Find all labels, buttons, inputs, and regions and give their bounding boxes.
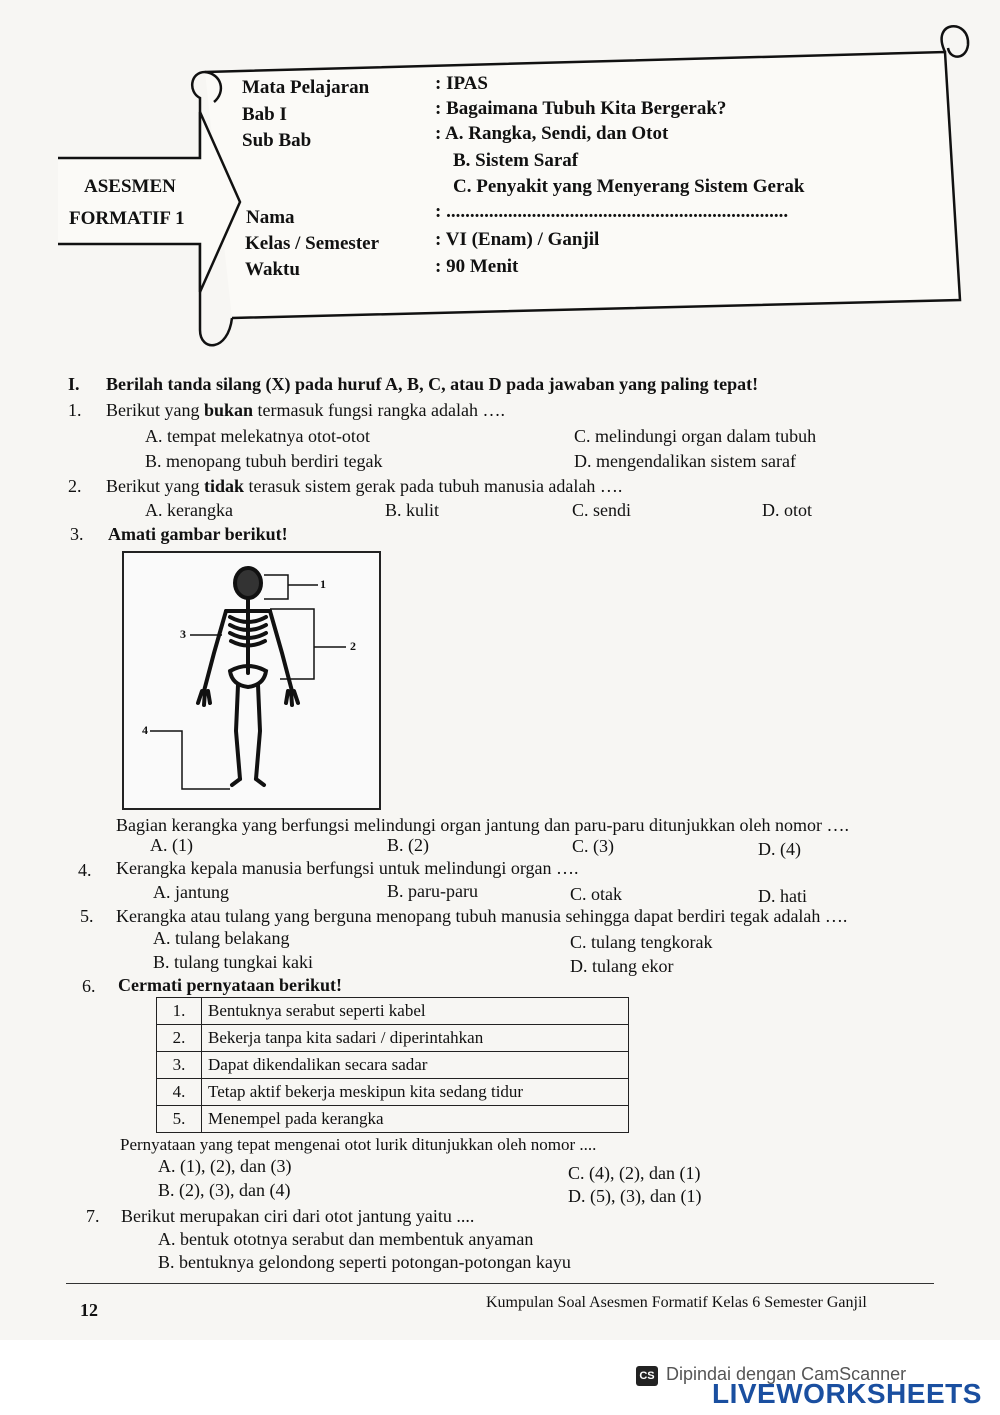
header-value-subject: : IPAS [435, 73, 488, 94]
header-value-chapter: : Bagaimana Tubuh Kita Bergerak? [435, 98, 727, 119]
q4-option-b[interactable]: B. paru-paru [387, 881, 478, 901]
statement-number: 5. [157, 1106, 202, 1133]
q5-number: 5. [80, 906, 94, 926]
q4-option-d[interactable]: D. hati [758, 886, 807, 906]
q7-option-a[interactable]: A. bentuk ototnya serabut dan membentuk anyaman [158, 1229, 534, 1249]
statement-number: 3. [157, 1052, 202, 1079]
statement-row [157, 998, 629, 1025]
statements-table [156, 997, 629, 1133]
camscanner-logo: CS [636, 1366, 658, 1386]
header-label-subject: Mata Pelajaran [242, 77, 370, 98]
badge-line-1: ASESMEN [84, 176, 176, 197]
statement-row [157, 1106, 629, 1133]
liveworksheets-watermark: LIVEWORKSHEETS [712, 1378, 982, 1409]
q4-text: Kerangka kepala manusia berfungsi untuk melindungi organ …. [116, 858, 579, 878]
q1-option-d[interactable]: D. mengendalikan sistem saraf [574, 451, 796, 471]
book-title: Kumpulan Soal Asesmen Formatif Kelas 6 Semester Ganjil [486, 1294, 867, 1311]
header-value-class: : VI (Enam) / Ganjil [435, 229, 600, 250]
header-value-time: : 90 Menit [435, 256, 519, 277]
skeleton-label-1: 1 [320, 577, 326, 591]
q6-option-b[interactable]: B. (2), (3), dan (4) [158, 1180, 291, 1200]
q3-option-a[interactable]: A. (1) [150, 835, 193, 855]
q3-number: 3. [70, 524, 84, 544]
statement-text: Bentuknya serabut seperti kabel [202, 998, 629, 1025]
q6-option-c[interactable]: C. (4), (2), dan (1) [568, 1163, 701, 1183]
statement-row [157, 1079, 629, 1106]
q5-option-d[interactable]: D. tulang ekor [570, 956, 674, 976]
q1-option-b[interactable]: B. menopang tubuh berdiri tegak [145, 451, 383, 471]
statement-number: 4. [157, 1079, 202, 1106]
statement-number: 2. [157, 1025, 202, 1052]
skeleton-label-2: 2 [350, 639, 356, 653]
q7-option-b[interactable]: B. bentuknya gelondong seperti potongan-potongan kayu [158, 1252, 571, 1272]
q3-option-b[interactable]: B. (2) [387, 835, 429, 855]
q3-text: Bagian kerangka yang berfungsi melindungi organ jantung dan paru-paru ditunjukkan oleh nomor …. [116, 815, 849, 835]
q2-option-c[interactable]: C. sendi [572, 500, 632, 520]
q4-option-a[interactable]: A. jantung [153, 882, 229, 902]
skeleton-figure [122, 551, 381, 810]
q1-number: 1. [68, 400, 82, 420]
q5-option-c[interactable]: C. tulang tengkorak [570, 932, 713, 952]
q2-option-a[interactable]: A. kerangka [145, 500, 233, 520]
statement-text: Bekerja tanpa kita sadari / diperintahkan [202, 1025, 629, 1052]
statement-text: Tetap aktif bekerja meskipun kita sedang tidur [202, 1079, 629, 1106]
statement-row [157, 1025, 629, 1052]
q6-option-a[interactable]: A. (1), (2), dan (3) [158, 1156, 292, 1176]
badge-line-2: FORMATIF 1 [69, 208, 185, 229]
q7-number: 7. [86, 1206, 100, 1226]
q1-text: Berikut yang bukan termasuk fungsi rangka adalah …. [106, 400, 505, 420]
header-value-subchapter-c: C. Penyakit yang Menyerang Sistem Gerak [453, 176, 805, 197]
statement-text: Dapat dikendalikan secara sadar [202, 1052, 629, 1079]
q6-intro: Cermati pernyataan berikut! [118, 975, 342, 995]
page-number: 12 [80, 1300, 98, 1320]
name-field[interactable]: : ........................................................................ [435, 201, 789, 222]
header-label-name: Nama [246, 207, 295, 228]
q3-option-c[interactable]: C. (3) [572, 836, 614, 856]
q2-number: 2. [68, 476, 82, 496]
q7-text: Berikut merupakan ciri dari otot jantung yaitu .... [121, 1206, 475, 1226]
q4-number: 4. [78, 860, 92, 880]
q2-option-d[interactable]: D. otot [762, 500, 813, 520]
skeleton-illustration [124, 553, 379, 808]
q3-intro: Amati gambar berikut! [108, 524, 288, 544]
q2-option-b[interactable]: B. kulit [385, 500, 440, 520]
section-number: I. [68, 374, 80, 394]
q6-number: 6. [82, 976, 96, 996]
statement-text: Menempel pada kerangka [202, 1106, 629, 1133]
q2-text: Berikut yang tidak terasuk sistem gerak pada tubuh manusia adalah …. [106, 476, 623, 496]
header-label-subchapter: Sub Bab [242, 130, 312, 151]
q5-text: Kerangka atau tulang yang berguna menopang tubuh manusia sehingga dapat berdiri tegak adalah …. [116, 906, 848, 926]
skeleton-label-4: 4 [142, 723, 148, 737]
header-value-subchapter-a: : A. Rangka, Sendi, dan Otot [435, 123, 669, 144]
q1-option-a[interactable]: A. tempat melekatnya otot-otot [145, 426, 370, 446]
q6-option-d[interactable]: D. (5), (3), dan (1) [568, 1186, 702, 1206]
footer-divider [66, 1283, 934, 1284]
q5-option-b[interactable]: B. tulang tungkai kaki [153, 952, 313, 972]
skeleton-label-3: 3 [180, 627, 186, 641]
q5-option-a[interactable]: A. tulang belakang [153, 928, 290, 948]
camscanner-text: Dipindai dengan CamScanner [666, 1364, 907, 1384]
header-label-time: Waktu [245, 259, 300, 280]
q1-option-c[interactable]: C. melindungi organ dalam tubuh [574, 426, 817, 446]
section-instruction: Berilah tanda silang (X) pada huruf A, B, C, atau D pada jawaban yang paling tepat! [106, 374, 759, 394]
header-value-subchapter-b: B. Sistem Saraf [453, 150, 579, 171]
header-label-chapter: Bab I [242, 104, 287, 125]
q6-text: Pernyataan yang tepat mengenai otot lurik ditunjukkan oleh nomor .... [120, 1135, 597, 1154]
statement-row [157, 1052, 629, 1079]
statement-number: 1. [157, 998, 202, 1025]
q3-option-d[interactable]: D. (4) [758, 839, 801, 859]
header-label-class: Kelas / Semester [245, 233, 380, 254]
q4-option-c[interactable]: C. otak [570, 884, 622, 904]
